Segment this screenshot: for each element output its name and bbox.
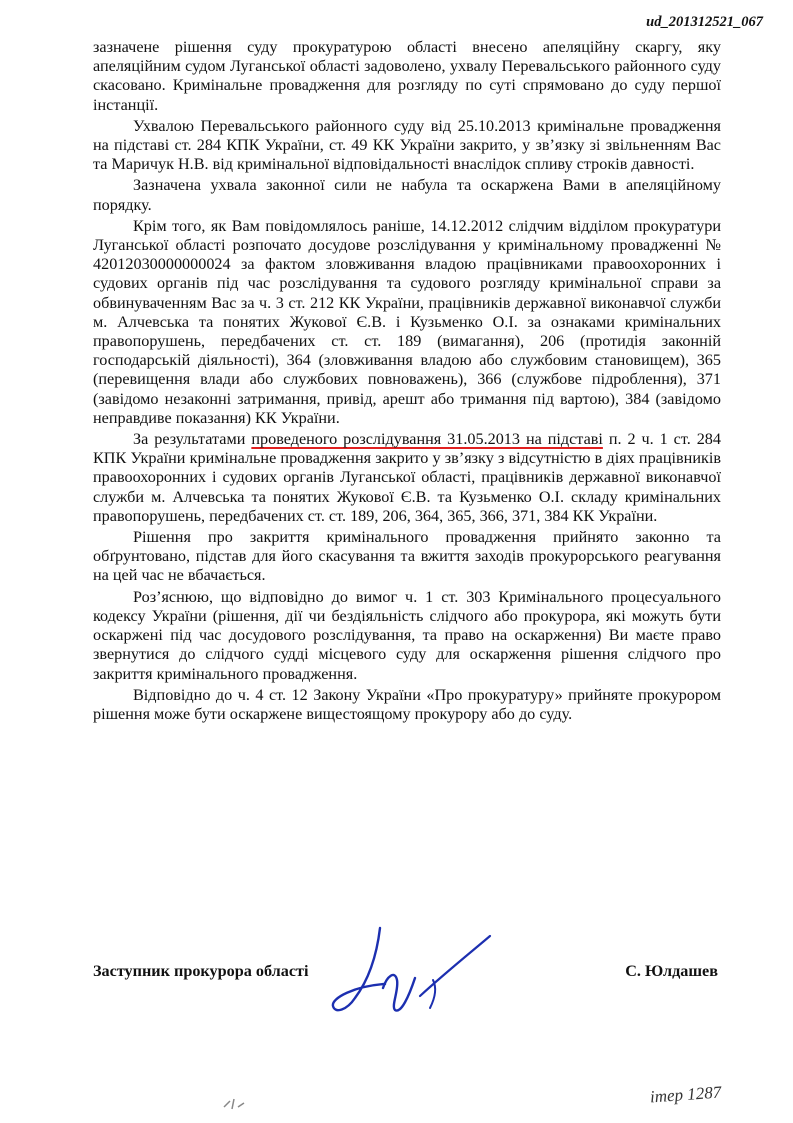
handwritten-reg-note: ітер 1287 <box>649 1082 722 1107</box>
paragraph-3: Зазначена ухвала законної сили не набула та оскаржена Вами в апеляційному порядку. <box>93 176 721 214</box>
paragraph-7: Роз’яснюю, що відповідно до вимог ч. 1 ст. 303 Кримінального процесуального кодексу України (рішення, дії чи бездіяльність слідчого або прокурора, які можуть бути оскаржені під час досудового розслідування, та право на оскарження) Ви маєте право звернутися до слідчого судді місцевого суду для оскарження рішення слідчого про закриття кримінального провадження. <box>93 587 721 683</box>
paragraph-5 <box>93 430 721 526</box>
handwritten-signature <box>325 918 515 1028</box>
signature-stroke-2 <box>383 975 415 1011</box>
signature-stroke-3 <box>420 936 490 996</box>
paragraph-5-rest: п. 2 ч. 1 ст. 284 КПК України кримінальне провадження закрито у зв’язку з відсутністю в діях працівників правоохоронних і судових органів Луганської області, працівників державної виконавчої служби м. Алчевська та понятих Жукової Є.В. та Кузьменко О.І. складу кримінальних правопорушень, передбачених ст. ст. 189, 206, 364, 365, 366, 371, 384 КК України. <box>93 430 721 525</box>
paragraph-5-start: За результатами <box>133 430 252 449</box>
highlighted-text: проведеного розслідування 31.05.2013 на підставі <box>251 430 603 449</box>
paragraph-6: Рішення про закриття кримінального провадження прийнято законно та обґрунтовано, підстав для його скасування та вжиття заходів прокурорського реагування на цей час не вбачається. <box>93 528 721 585</box>
scan-smudge <box>222 1095 252 1113</box>
signer-name: С. Юлдашев <box>625 962 718 980</box>
paragraph-8: Відповідно до ч. 4 ст. 12 Закону України «Про прокуратуру» прийняте прокурором рішення може бути оскаржене вищестоящому прокурору або до суду. <box>93 685 721 723</box>
paragraph-2: Ухвалою Перевальського районного суду від 25.10.2013 кримінальне провадження на підставі ст. 284 КПК України, ст. 49 КК України закрито, у зв’язку зі звільненням Вас та Маричук Н.В. від кримінальної відповідальності внаслідок спливу строків давності. <box>93 116 721 174</box>
paragraph-1: зазначене рішення суду прокуратурою області внесено апеляційну скаргу, яку апеляційним судом Луганської області задоволено, ухвалу Перевальського районного суду скасовано. Кримінальне провадження для розгляду по суті спрямовано до суду першої інстанції. <box>93 38 721 114</box>
document-id: ud_201312521_067 <box>646 14 763 30</box>
paragraph-4: Крім того, як Вам повідомлялось раніше, 14.12.2012 слідчим відділом прокуратури Луганської області розпочато досудове розслідування у кримінальному провадженні № 42012030000000024 за фактом зловживання владою працівниками правоохоронних і судових органів під час розслідування та судового розгляду кримінальної справи за обвинуваченням Вас за ч. 3 ст. 212 КК України, працівників державної виконавчої служби м. Алчевська та понятих Жукової Є.В. і Кузьменко О.І. за ознаками кримінальних правопорушень, передбачених ст. ст. 189 (вимагання), 206 (протидія законній господарській діяльності), 364 (зловживання владою або службовим становищем), 365 (перевищення влади або службових повноважень), 366 (службове підроблення), 371 (завідомо незаконні затримання, привід, арешт або тримання під вартою), 384 (завідомо неправдиве показання) КК України. <box>93 216 721 427</box>
signer-title: Заступник прокурора області <box>93 962 309 980</box>
signature-stroke-1 <box>333 928 385 1010</box>
letter-body <box>93 38 721 726</box>
